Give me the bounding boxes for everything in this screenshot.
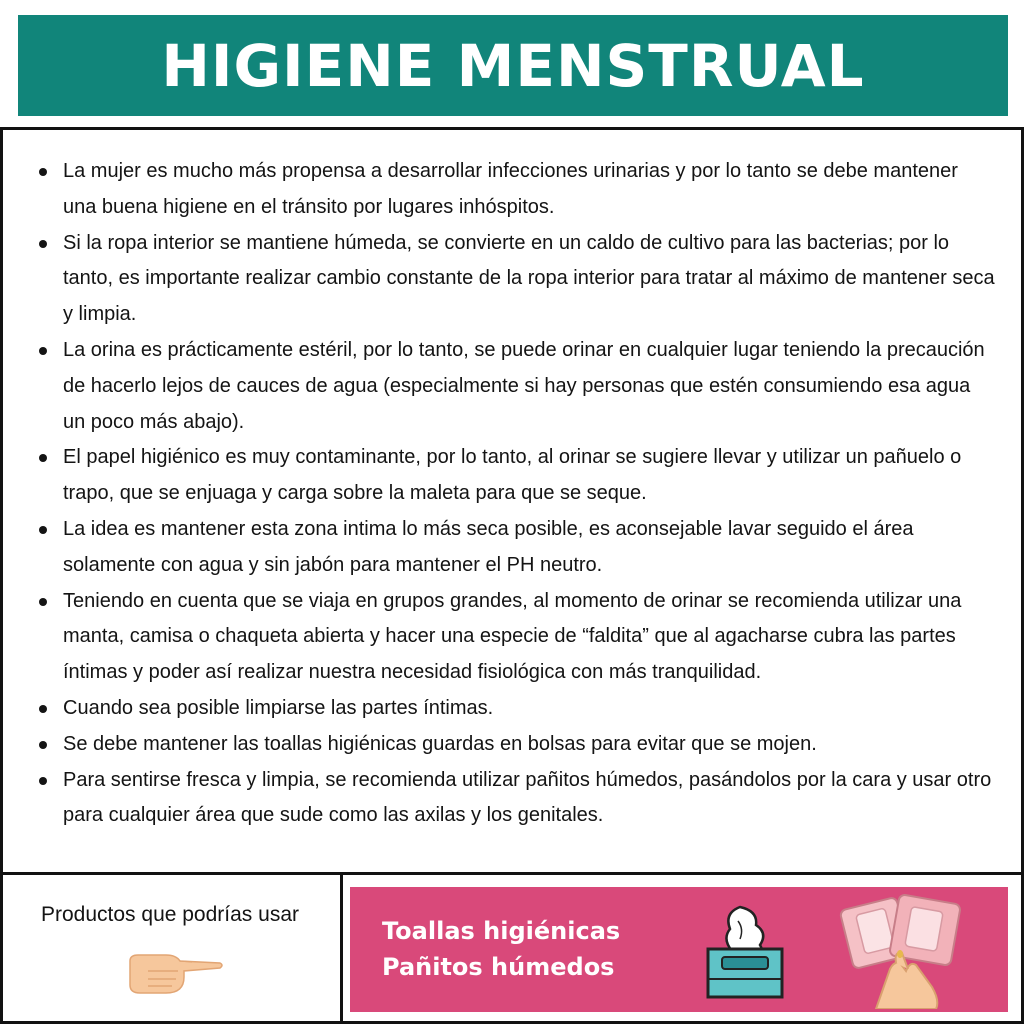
tissue-box-icon — [700, 899, 790, 1003]
products-card — [350, 887, 1008, 1012]
bullet-item: El papel higiénico es muy contaminante, por lo tanto, al orinar se sugiere llevar y utilizar un pañuelo o trapo, que se enjuaga y carga sobre la maleta para que se seque. — [32, 440, 996, 512]
footer — [0, 872, 1024, 1024]
product-sanitary-pads: Toallas higiénicas — [382, 917, 621, 945]
footer-divider — [340, 875, 343, 1024]
bullet-item: Si la ropa interior se mantiene húmeda, se convierte en un caldo de cultivo para las bacterias; por lo tanto, es importante realizar cambio constante de la ropa interior para tratar al máximo de mantener seca y limpia. — [32, 226, 996, 333]
bullet-item: Teniendo en cuenta que se viaja en grupos grandes, al momento de orinar se recomienda utilizar una manta, camisa o chaqueta abierta y hacer una especie de “faldita” que al agacharse cubra las partes íntimas y poder así realizar nuestra necesidad fisiológica con más tranquilidad. — [32, 584, 996, 691]
bullet-item: La idea es mantener esta zona intima lo más seca posible, es aconsejable lavar seguido el área solamente con agua y sin jabón para mantener el PH neutro. — [32, 512, 996, 584]
products-label: Productos que podrías usar — [41, 903, 299, 926]
bullet-item: La orina es prácticamente estéril, por lo tanto, se puede orinar en cualquier lugar teniendo la precaución de hacerlo lejos de cauces de agua (especialmente si hay personas que estén consumiendo esa agua un poco más abajo). — [32, 333, 996, 440]
title-banner — [18, 15, 1008, 116]
page-title: HIGIENE MENSTRUAL — [161, 31, 865, 100]
bullet-item: Para sentirse fresca y limpia, se recomienda utilizar pañitos húmedos, pasándolos por la cara y usar otro para cualquier área que sude como las axilas y los genitales. — [32, 763, 996, 835]
bullet-item: Se debe mantener las toallas higiénicas guardas en bolsas para evitar que se mojen. — [32, 727, 996, 763]
bullet-list — [32, 154, 996, 834]
content-section — [0, 130, 1024, 872]
pointing-hand-icon — [126, 947, 226, 997]
products-prompt — [0, 875, 340, 1024]
header — [0, 0, 1024, 130]
bullet-item: La mujer es mucho más propensa a desarrollar infecciones urinarias y por lo tanto se debe mantener una buena higiene en el tránsito por lugares inhóspitos. — [32, 154, 996, 226]
bullet-item: Cuando sea posible limpiarse las partes íntimas. — [32, 691, 996, 727]
sanitary-pads-icon — [836, 891, 966, 1009]
product-wet-wipes: Pañitos húmedos — [382, 953, 615, 981]
